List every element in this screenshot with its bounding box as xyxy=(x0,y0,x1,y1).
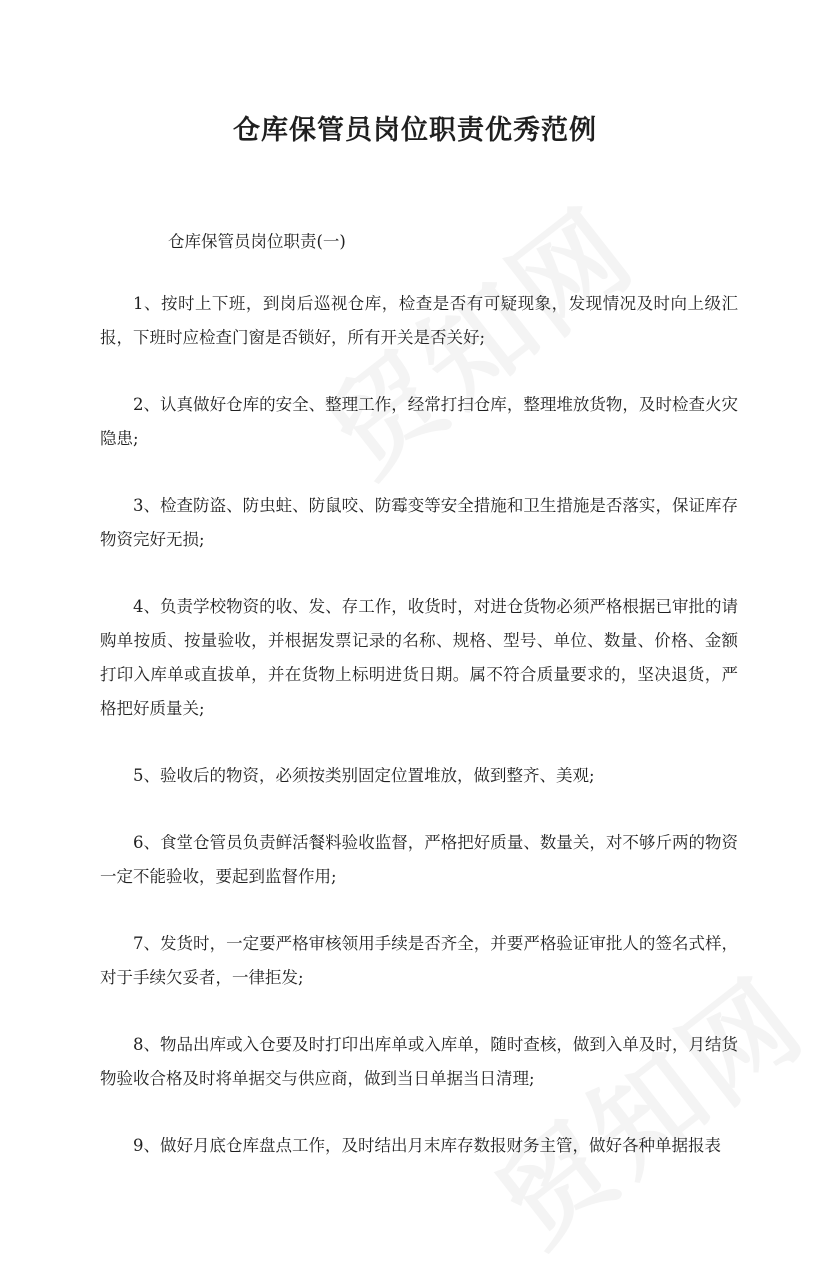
document-body xyxy=(100,287,738,1196)
paragraph-9: 9、做好月底仓库盘点工作，及时结出月末库存数报财务主管，做好各种单据报表 xyxy=(133,1136,721,1155)
paragraph-6: 6、食堂仓管员负责鲜活餐料验收监督，严格把好质量、数量关，对不够斤两的物资一定不能验收，要起到监督作用; xyxy=(100,833,738,886)
paragraph-5: 5、验收后的物资，必须按类别固定位置堆放，做到整齐、美观; xyxy=(133,766,595,785)
paragraph-3: 3、检查防盗、防虫蛀、防鼠咬、防霉变等安全措施和卫生措施是否落实，保证库存物资完好无损; xyxy=(100,496,738,549)
paragraph-8: 8、物品出库或入仓要及时打印出库单或入库单，随时查核，做到入单及时，月结货物验收合格及时将单据交与供应商，做到当日单据当日清理; xyxy=(100,1035,738,1088)
paragraph-2: 2、认真做好仓库的安全、整理工作，经常打扫仓库，整理堆放货物，及时检查火灾隐患; xyxy=(100,395,738,448)
paragraph-1: 1、按时上下班，到岗后巡视仓库，检查是否有可疑现象，发现情况及时向上级汇报，下班时应检查门窗是否锁好，所有开关是否关好; xyxy=(100,294,738,347)
page-title: 仓库保管员岗位职责优秀范例 xyxy=(233,115,597,146)
section-subtitle: 仓库保管员岗位职责(一) xyxy=(168,232,346,251)
paragraph-4: 4、负责学校物资的收、发、存工作，收货时，对进仓货物必须严格根据已审批的请购单按质、按量验收，并根据发票记录的名称、规格、型号、单位、数量、价格、金额打印入库单或直拔单，并在货物上标明进货日期。属不符合质量要求的，坚决退货，严格把好质量关; xyxy=(100,597,738,718)
paragraph-7: 7、发货时，一定要严格审核领用手续是否齐全，并要严格验证审批人的签名式样，对于手续欠妥者，一律拒发; xyxy=(100,934,738,987)
